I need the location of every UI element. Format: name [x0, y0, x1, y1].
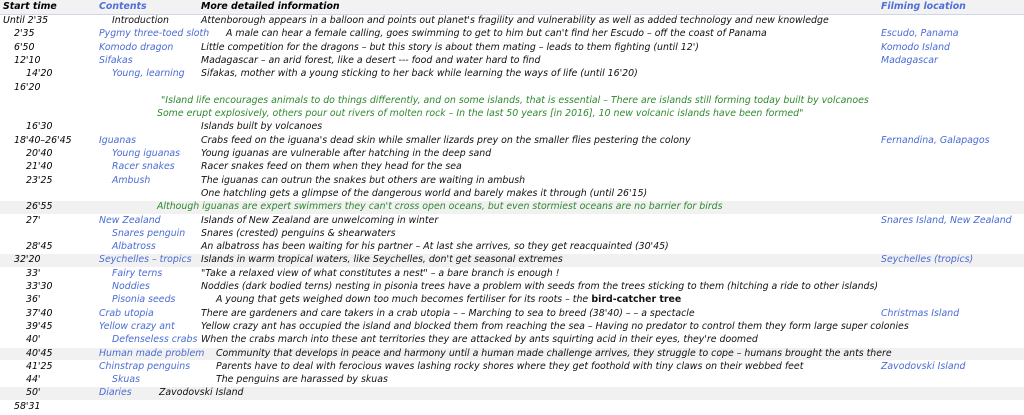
- location-cell: Escudo, Panama: [881, 28, 959, 40]
- info-text: Zavodovski Island: [159, 387, 244, 399]
- info-cell: [201, 281, 878, 294]
- info-text: Some erupt explosively, others pour out rivers of molten rock – In the last 50 years [in 2016], 10 new volcanic islands have been formed": [157, 108, 804, 120]
- info-bold-text: bird-catcher tree: [588, 294, 682, 306]
- info-cell: [201, 321, 909, 334]
- info-text: "Take a relaxed view of what constitutes a nest" – a bare branch is enough !: [201, 267, 560, 279]
- info-cell: [201, 175, 525, 188]
- contents-cell: Sifakas: [99, 54, 133, 66]
- info-text: Yellow crazy ant has occupied the island and blocked them from reaching the sea – Having no predator to control them they form large super colonies: [201, 320, 909, 332]
- info-text: Parents have to deal with ferocious waves lashing rocky shores where they get foothold with tiny claws on their webbed feet: [216, 360, 804, 372]
- contents-cell: Pygmy three-toed sloth: [99, 28, 210, 40]
- contents-cell: Albatross: [112, 241, 156, 253]
- start-time-cell: 50': [26, 387, 41, 399]
- info-cell: [201, 121, 322, 134]
- info-cell: [216, 374, 388, 387]
- info-cell: [201, 135, 691, 148]
- info-text: Islands of New Zealand are unwelcoming in winter: [201, 214, 439, 226]
- start-time-cell: 27': [26, 214, 41, 226]
- start-time-cell: 36': [26, 294, 41, 306]
- info-text: Little competition for the dragons – but this story is about them mating – leads to them fighting (until 12'): [201, 41, 699, 53]
- location-cell: Seychelles (tropics): [881, 254, 974, 266]
- table-row: [0, 401, 1024, 414]
- info-cell: [201, 42, 699, 55]
- info-cell: [216, 361, 803, 374]
- start-time-cell: 37'40: [26, 307, 53, 319]
- table-row: [0, 161, 1024, 174]
- table-row: [0, 55, 1024, 68]
- start-time-cell: 40': [26, 334, 41, 346]
- info-text: There are gardeners and care takers in a crab utopia – – Marching to sea to breed (38'40) – – a spectacle: [201, 307, 695, 319]
- start-time-cell: 21'40: [26, 161, 53, 173]
- contents-cell: Skuas: [112, 374, 140, 386]
- start-time-cell: Until 2'35: [3, 15, 49, 26]
- contents-cell: Pisonia seeds: [112, 294, 176, 306]
- table-row: [0, 82, 1024, 95]
- info-cell: [216, 348, 892, 361]
- table-row: [0, 294, 1024, 307]
- contents-cell: Snares penguin: [112, 227, 186, 239]
- table-row: [0, 188, 1024, 201]
- info-text: Attenborough appears in a balloon and points out planet's fragility and vulnerability as well as added technology and new knowledge: [201, 15, 829, 26]
- info-cell: [201, 215, 438, 228]
- table-row: [0, 241, 1024, 254]
- contents-cell: Human made problem: [99, 347, 205, 359]
- table-row: [0, 321, 1024, 334]
- contents-cell: Iguanas: [99, 134, 136, 146]
- info-text: Islands built by volcanoes: [201, 121, 323, 133]
- start-time-cell: 23'25: [26, 174, 53, 186]
- info-header: More detailed information: [201, 1, 340, 12]
- contents-cell: New Zealand: [99, 214, 161, 226]
- info-text: Madagascar – an arid forest, like a desert --- food and water hard to find: [201, 54, 541, 66]
- table-row: [0, 201, 1024, 214]
- table-row: [0, 175, 1024, 188]
- contents-cell: Yellow crazy ant: [99, 320, 175, 332]
- info-cell: [201, 15, 829, 28]
- start-time-cell: 33'30: [26, 281, 53, 292]
- table-row: [0, 135, 1024, 148]
- start-time-cell: 40'45: [26, 347, 53, 359]
- location-cell: Madagascar: [881, 54, 938, 66]
- location-cell: Zavodovski Island: [881, 360, 966, 372]
- info-cell: [201, 161, 462, 174]
- contents-cell: Ambush: [112, 174, 151, 186]
- info-cell: [201, 148, 491, 161]
- table-row: [0, 374, 1024, 387]
- table-row: [0, 387, 1024, 400]
- start-time-cell: 39'45: [26, 320, 53, 332]
- start-time-cell: 44': [26, 374, 41, 386]
- info-text: A young that gets weighed down too much becomes fertiliser for its roots – the: [216, 294, 589, 306]
- info-text: Young iguanas are vulnerable after hatching in the deep sand: [201, 148, 492, 159]
- table-row: [0, 15, 1024, 28]
- info-text: Islands in warm tropical waters, like Seychelles, don't get seasonal extremes: [201, 254, 563, 266]
- location-cell: Snares Island, New Zealand: [881, 214, 1012, 226]
- header-row: [0, 0, 1024, 15]
- info-text: The penguins are harassed by skuas: [216, 374, 388, 386]
- start-time-cell: 18'40–26'45: [14, 134, 72, 146]
- info-cell: [226, 28, 767, 41]
- location-cell: Komodo Island: [881, 41, 950, 53]
- location-header: Filming location: [881, 1, 966, 12]
- start-time-cell: 26'55: [26, 201, 53, 213]
- start-time-cell: 41'25: [26, 360, 53, 372]
- contents-cell: Seychelles – tropics: [99, 254, 192, 266]
- info-text: Sifakas, mother with a young sticking to her back while learning the ways of life (until 16'20): [201, 68, 638, 80]
- start-time-header: Start time: [3, 1, 57, 12]
- info-cell: [201, 55, 540, 68]
- contents-cell: Young, learning: [112, 68, 185, 80]
- info-cell: [161, 95, 869, 108]
- table-row: [0, 42, 1024, 55]
- start-time-cell: 6'50: [14, 41, 35, 53]
- start-time-cell: 16'20: [14, 81, 41, 93]
- table-row: [0, 348, 1024, 361]
- info-text: An albatross has been waiting for his partner – At last she arrives, so they get reacquainted (30'45): [201, 241, 669, 253]
- table-row: [0, 108, 1024, 121]
- start-time-cell: 32'20: [14, 254, 41, 266]
- contents-cell: Chinstrap penguins: [99, 360, 191, 372]
- table-row: [0, 68, 1024, 81]
- location-cell: Fernandina, Galapagos: [881, 134, 990, 146]
- info-cell: [201, 254, 563, 267]
- table-row: [0, 215, 1024, 228]
- info-cell: [201, 241, 669, 254]
- table-row: [0, 95, 1024, 108]
- info-text: The iguanas can outrun the snakes but others are waiting in ambush: [201, 174, 526, 186]
- start-time-cell: 28'45: [26, 241, 53, 253]
- start-time-cell: 14'20: [26, 68, 53, 80]
- info-text: "Island life encourages animals to do things differently, and on some islands, that is essential – There are islands still forming today built by volcanoes: [161, 94, 869, 106]
- info-cell: [159, 387, 243, 400]
- table-row: [0, 281, 1024, 294]
- info-text: One hatchling gets a glimpse of the dangerous world and barely makes it through (until 26'15): [201, 187, 648, 199]
- start-time-cell: 2'35: [14, 28, 35, 40]
- info-text: Community that develops in peace and harmony until a human made challenge arrives, they struggle to cope – humans brought the ants there: [216, 347, 892, 359]
- info-text: Noddies (dark bodied terns) nesting in pisonia trees have a problem with seeds from the trees sticking to them (hitching a ride to other islands): [201, 281, 879, 292]
- info-text: When the crabs march into these ant territories they are attacked by ants squirting acid in their eyes, they're doomed: [201, 334, 758, 346]
- info-cell: [201, 334, 758, 347]
- start-time-cell: 12'10: [14, 54, 41, 66]
- info-cell: [201, 188, 647, 201]
- contents-cell: Fairy terns: [112, 267, 163, 279]
- contents-cell: Defenseless crabs: [112, 334, 198, 346]
- start-time-cell: 58'31: [14, 400, 41, 412]
- table-row: [0, 148, 1024, 161]
- table-row: [0, 228, 1024, 241]
- start-time-cell: 33': [26, 267, 41, 279]
- info-text: Although iguanas are expert swimmers they can't cross open oceans, but even stormiest oceans are no barrier for birds: [157, 201, 723, 213]
- info-cell: [201, 228, 396, 241]
- contents-cell: Komodo dragon: [99, 41, 174, 53]
- contents-cell: Crab utopia: [99, 307, 154, 319]
- contents-cell: Racer snakes: [112, 161, 175, 173]
- table-row: [0, 308, 1024, 321]
- info-cell: [157, 201, 723, 214]
- info-text: A male can hear a female calling, goes swimming to get to him but can't find her Escudo – off the coast of Panama: [226, 28, 767, 40]
- start-time-cell: 16'30: [26, 121, 53, 133]
- table-row: [0, 28, 1024, 41]
- table-row: [0, 268, 1024, 281]
- info-cell: [216, 294, 681, 307]
- info-text: Racer snakes feed on them when they head for the sea: [201, 161, 462, 173]
- start-time-cell: 20'40: [26, 148, 53, 159]
- info-cell: [201, 308, 695, 321]
- contents-header: Contents: [99, 1, 147, 12]
- info-cell: [201, 68, 638, 81]
- info-text: Crabs feed on the iguana's dead skin while smaller lizards prey on the smaller flies pestering the colony: [201, 134, 691, 146]
- info-text: Snares (crested) penguins & shearwaters: [201, 227, 396, 239]
- table-row: [0, 334, 1024, 347]
- table-row: [0, 254, 1024, 267]
- contents-cell: Introduction: [112, 15, 169, 26]
- contents-cell: Noddies: [112, 281, 150, 292]
- info-cell: [157, 108, 803, 121]
- info-cell: [201, 268, 559, 281]
- contents-cell: Diaries: [99, 387, 132, 399]
- table-row: [0, 361, 1024, 374]
- location-cell: Christmas Island: [881, 307, 960, 319]
- contents-cell: Young iguanas: [112, 148, 181, 159]
- table-row: [0, 121, 1024, 134]
